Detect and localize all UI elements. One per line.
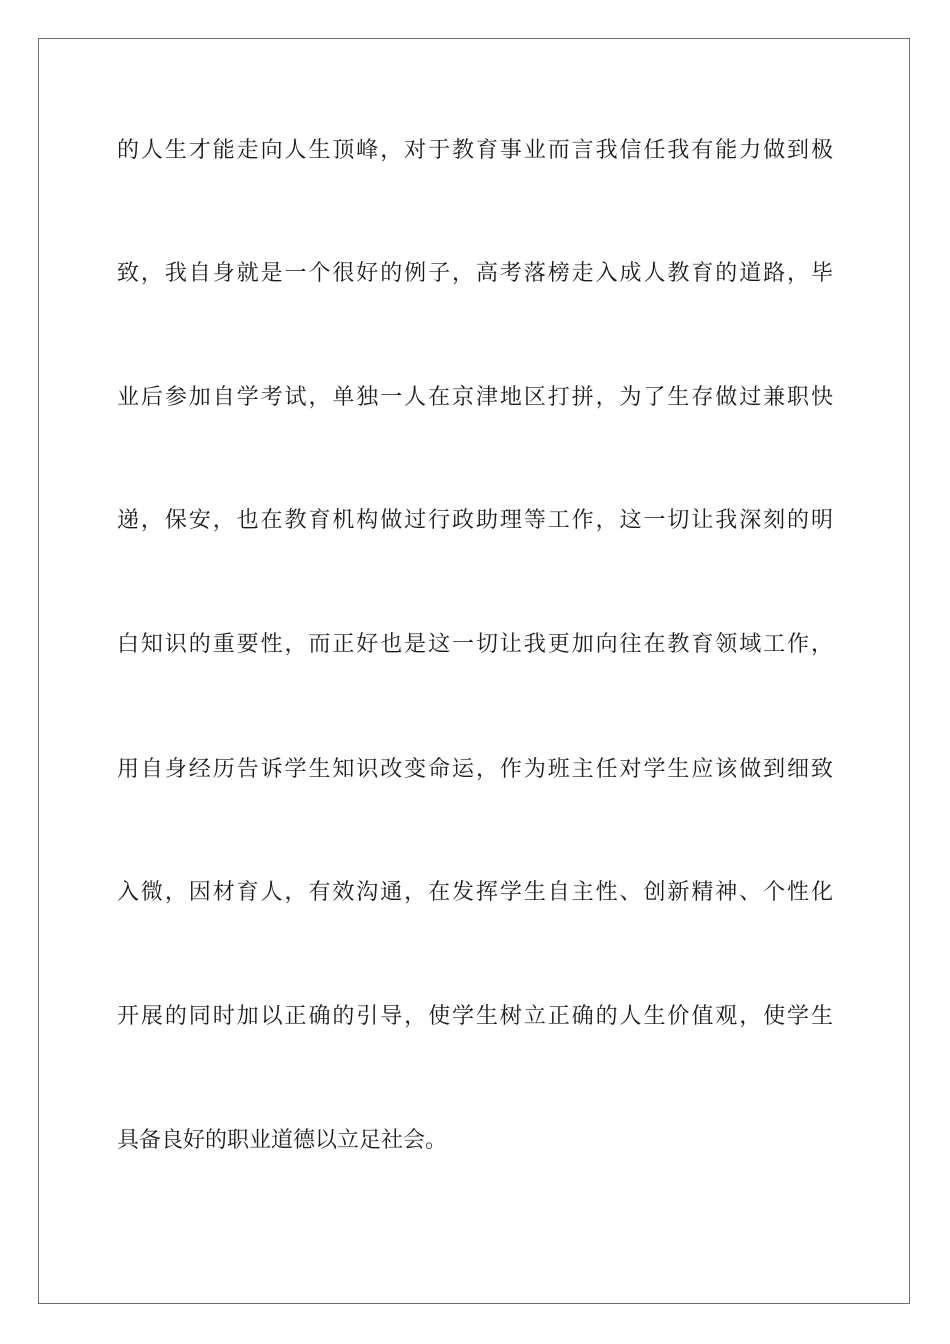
- page-frame: [38, 38, 910, 1304]
- paragraph-line-4: 递，保安，也在教育机构做过行政助理等工作，这一切让我深刻的明: [117, 508, 833, 533]
- paragraph-line-3: 业后参加自学考试，单独一人在京津地区打拼，为了生存做过兼职快: [117, 385, 833, 410]
- paragraph-line-9: 具备良好的职业道德以立足社会。: [117, 1128, 448, 1153]
- paragraph-line-1: 的人生才能走向人生顶峰，对于教育事业而言我信任我有能力做到极: [117, 138, 833, 163]
- paragraph-line-2: 致，我自身就是一个很好的例子，高考落榜走入成人教育的道路，毕: [117, 261, 833, 286]
- paragraph-line-8: 开展的同时加以正确的引导，使学生树立正确的人生价值观，使学生: [117, 1004, 833, 1029]
- paragraph-line-5: 白知识的重要性，而正好也是这一切让我更加向往在教育领域工作，: [117, 632, 833, 657]
- paragraph-line-7: 入微，因材育人，有效沟通，在发挥学生自主性、创新精神、个性化: [117, 880, 833, 905]
- paragraph-line-6: 用自身经历告诉学生知识改变命运，作为班主任对学生应该做到细致: [117, 757, 833, 782]
